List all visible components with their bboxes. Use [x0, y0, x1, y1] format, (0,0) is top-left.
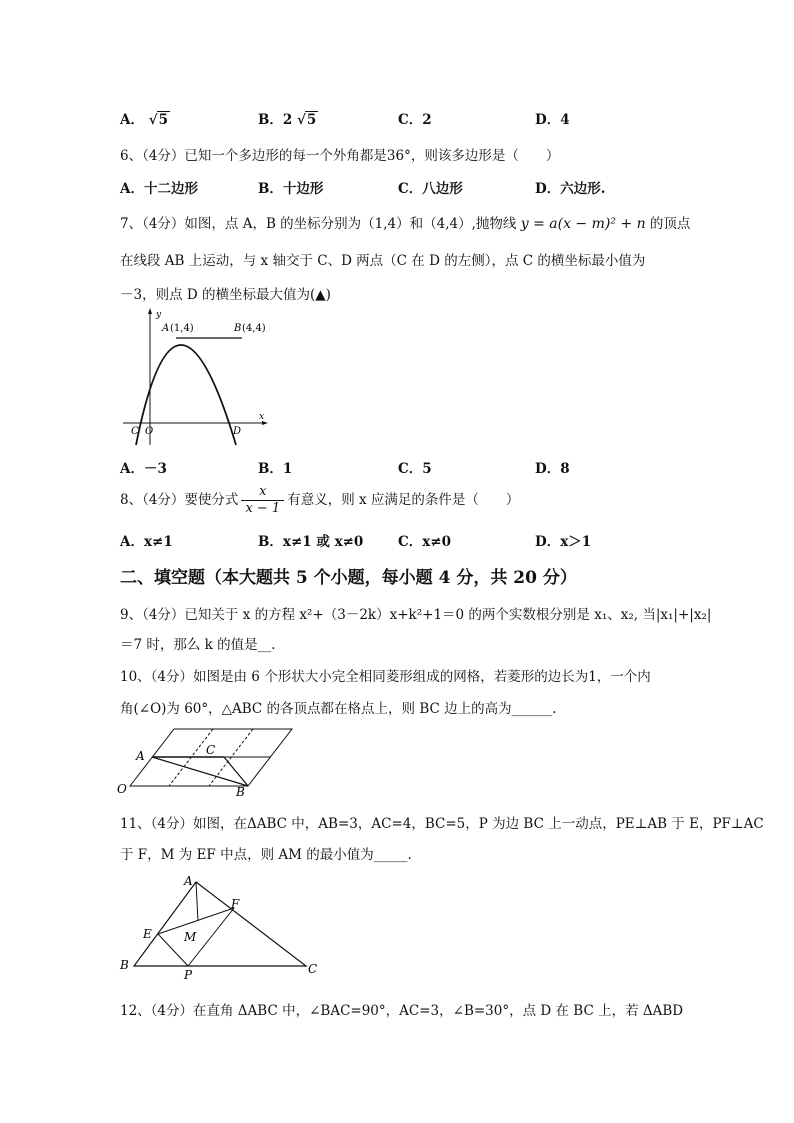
- q7-option-c: C．5: [398, 461, 432, 477]
- q8-option-b: B．x≠1 或 x≠0: [258, 534, 364, 550]
- q9-line-2: ＝7 时，那么 k 的值是__.: [120, 637, 276, 653]
- q5-option-b-radicand: 5: [306, 112, 317, 128]
- q8-fraction: [241, 484, 284, 517]
- sqrt-symbol: √5: [148, 112, 168, 128]
- point-b-label: B: [234, 323, 242, 334]
- q12-line-1: 12、（4分）在直角 ΔABC 中，∠BAC=90°，AC=3，∠B=30°，点 D 在 BC 上，若 ΔABD: [120, 1003, 684, 1019]
- q7-line-3: －3，则点 D 的横坐标最大值为(▲): [120, 287, 331, 303]
- q7-option-d: D．8: [535, 461, 570, 477]
- point-b-coord: (4,4): [242, 323, 266, 334]
- q5-option-a-letter: A．: [120, 112, 144, 128]
- q10-rhombus-grid-figure: [112, 722, 302, 797]
- point-m-label: M: [184, 930, 197, 944]
- y-axis-label: y: [156, 310, 162, 320]
- q8-option-a: A．x≠1: [120, 534, 173, 550]
- q8-option-d: D．x＞1: [535, 534, 592, 550]
- point-c-label: C: [206, 743, 216, 757]
- q8-stem-tail: 有意义，则 x 应满足的条件是（ ）: [287, 492, 520, 508]
- point-a-label: A: [136, 749, 145, 763]
- point-o-label: O: [117, 782, 127, 796]
- q5-option-b: [258, 108, 318, 128]
- fraction-numerator: x: [241, 484, 284, 501]
- point-d-label: D: [233, 426, 242, 437]
- q5-option-d: D．4: [535, 112, 570, 128]
- q5-option-a-radicand: 5: [158, 112, 168, 128]
- q7-option-b: B．1: [258, 461, 293, 477]
- q11-triangle-figure: [116, 870, 326, 980]
- point-a-coord: (1,4): [170, 323, 194, 334]
- point-c-label: C: [308, 962, 318, 976]
- q5-option-c: C．2: [398, 112, 432, 128]
- q5-option-a: [120, 108, 170, 128]
- segment-cb: [224, 757, 248, 786]
- q10-line-2: 角(∠O)为 60°，△ABC 的各顶点都在格点上，则 BC 边上的高为______.: [120, 701, 557, 717]
- q5-option-b-letter: B．2: [258, 112, 293, 128]
- q11-line-1: 11、（4分）如图，在ΔABC 中，AB=3，AC=4，BC=5，P 为边 BC 上一动点，PE⊥AB 于 E，PF⊥AC: [120, 816, 764, 832]
- q6-option-a: A．十二边形: [120, 181, 198, 197]
- point-e-label: E: [143, 927, 152, 941]
- q7-line-1: [120, 212, 690, 232]
- q6-stem: 6、（4分）已知一个多边形的每一个外角都是36°，则该多边形是（ ）: [120, 148, 560, 164]
- q9-line-1: 9、（4分）已知关于 x 的方程 x²+（3－2k）x+k²+1＝0 的两个实数根分别是 x₁、x₂, 当|x₁|+|x₂|: [120, 607, 712, 623]
- q7-option-a: A．－3: [120, 461, 167, 477]
- x-axis-label: x: [259, 412, 265, 422]
- q7-formula: y = a(x − m)² + n: [520, 216, 646, 232]
- fraction-denominator: x − 1: [245, 501, 281, 516]
- q7-line-1-text: 7、（4分）如图，点 A，B 的坐标分别为（1,4）和（4,4）,抛物线: [120, 216, 517, 232]
- segment-ab: [152, 757, 248, 786]
- point-f-label: F: [231, 897, 240, 911]
- q8-stem: [120, 484, 519, 517]
- q8-stem-text: 8、（4分）要使分式: [120, 492, 239, 508]
- q6-option-b: B．十边形: [258, 181, 324, 197]
- q7-line-1-tail: 的顶点: [649, 216, 691, 232]
- point-p-label: P: [184, 968, 193, 980]
- segment-am: [196, 882, 198, 921]
- q7-parabola-figure: [118, 305, 278, 450]
- triangle-abc: [134, 882, 306, 966]
- point-a-label: A: [184, 874, 193, 888]
- q10-line-1: 10、（4分）如图是由 6 个形状大小完全相同菱形组成的网格，若菱形的边长为1，一个内: [120, 669, 651, 685]
- q6-option-d: D．六边形.: [535, 181, 606, 197]
- q11-line-2: 于 F，M 为 EF 中点，则 AM 的最小值为_____.: [120, 847, 412, 863]
- section-heading: 二、填空题（本大题共 5 个小题，每小题 4 分，共 20 分）: [120, 568, 577, 588]
- point-c-label: C: [131, 426, 139, 437]
- point-b-label: B: [120, 958, 129, 972]
- point-a-label: A: [162, 323, 170, 334]
- y-axis-arrow-icon: [148, 308, 152, 314]
- point-b-label: B: [236, 785, 245, 797]
- q6-option-c: C．八边形: [398, 181, 463, 197]
- sqrt-symbol: √5: [297, 112, 317, 128]
- q7-line-2: 在线段 AB 上运动，与 x 轴交于 C、D 两点（C 在 D 的左侧），点 C 的横坐标最小值为: [120, 253, 646, 269]
- q8-option-c: C．x≠0: [398, 534, 451, 550]
- origin-label: O: [145, 426, 154, 437]
